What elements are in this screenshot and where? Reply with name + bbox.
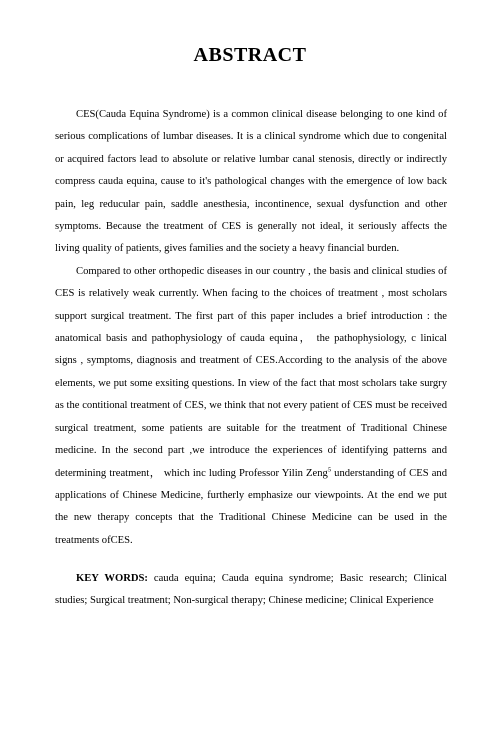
- abstract-paragraph-1: CES(Cauda Equina Syndrome) is a common clinical disease belonging to one kind of serious complications of lumbar diseases. It is a clinical syndrome which due to congenital or acquired factors lead to absolute or relative lumbar canal stenosis, directly or indirectly compress cauda equina, cause to it's pathological changes with the emergence of low back pain, leg reducular pain, saddle anesthesia, incontinence, sexual dysfunction and other symptoms. Because the treatment of CES is generally not ideal, it seriously affects the living quality of patients, gives families and the society a heavy financial burden.: [55, 109, 447, 255]
- keywords-label: KEY WORDS:: [76, 573, 148, 584]
- keywords-list: cauda equina; Cauda equina syndrome; Basic research; Clinical studies; Surgical treatment; Non-surgical therapy; Chinese medicine; Clinical Experience: [55, 573, 447, 607]
- paragraph-2-text-b: understanding of CES and applications of Chinese Medicine, furtherly emphasize our viewpoints. At the end we put the new therapy concepts that the Traditional Chinese Medicine can be used in the treatments ofCES.: [55, 467, 447, 546]
- citation-superscript: 5: [327, 465, 332, 473]
- abstract-paragraph-2: [55, 261, 447, 552]
- paragraph-2-text-a: Compared to other orthopedic diseases in our country , the basis and clinical studies of CES is relatively weak currently. When facing to the choices of treatment , most scholars support surgical treatment. The first part of this paper includes a brief introduction : the anatomical basis and pathophysiology of cauda equina， the pathophysiology, c linical signs , symptoms, diagnosis and treatment of CES.According to the analysis of the above elements, we put some exsiting questions. In view of the fact that most scholars take surgry as the contitional treatment of CES, we think that not every patient of CES must be received surgical treatment, some patients are suitable for the treatment of Traditional Chinese medicine. In the second part ,we introduce the experiences of identifying patterns and determining treatment， which inc luding Professor Yilin Zeng: [55, 265, 447, 479]
- keywords-paragraph: [55, 568, 447, 613]
- abstract-body: [55, 104, 447, 552]
- abstract-title: ABSTRACT: [193, 44, 307, 66]
